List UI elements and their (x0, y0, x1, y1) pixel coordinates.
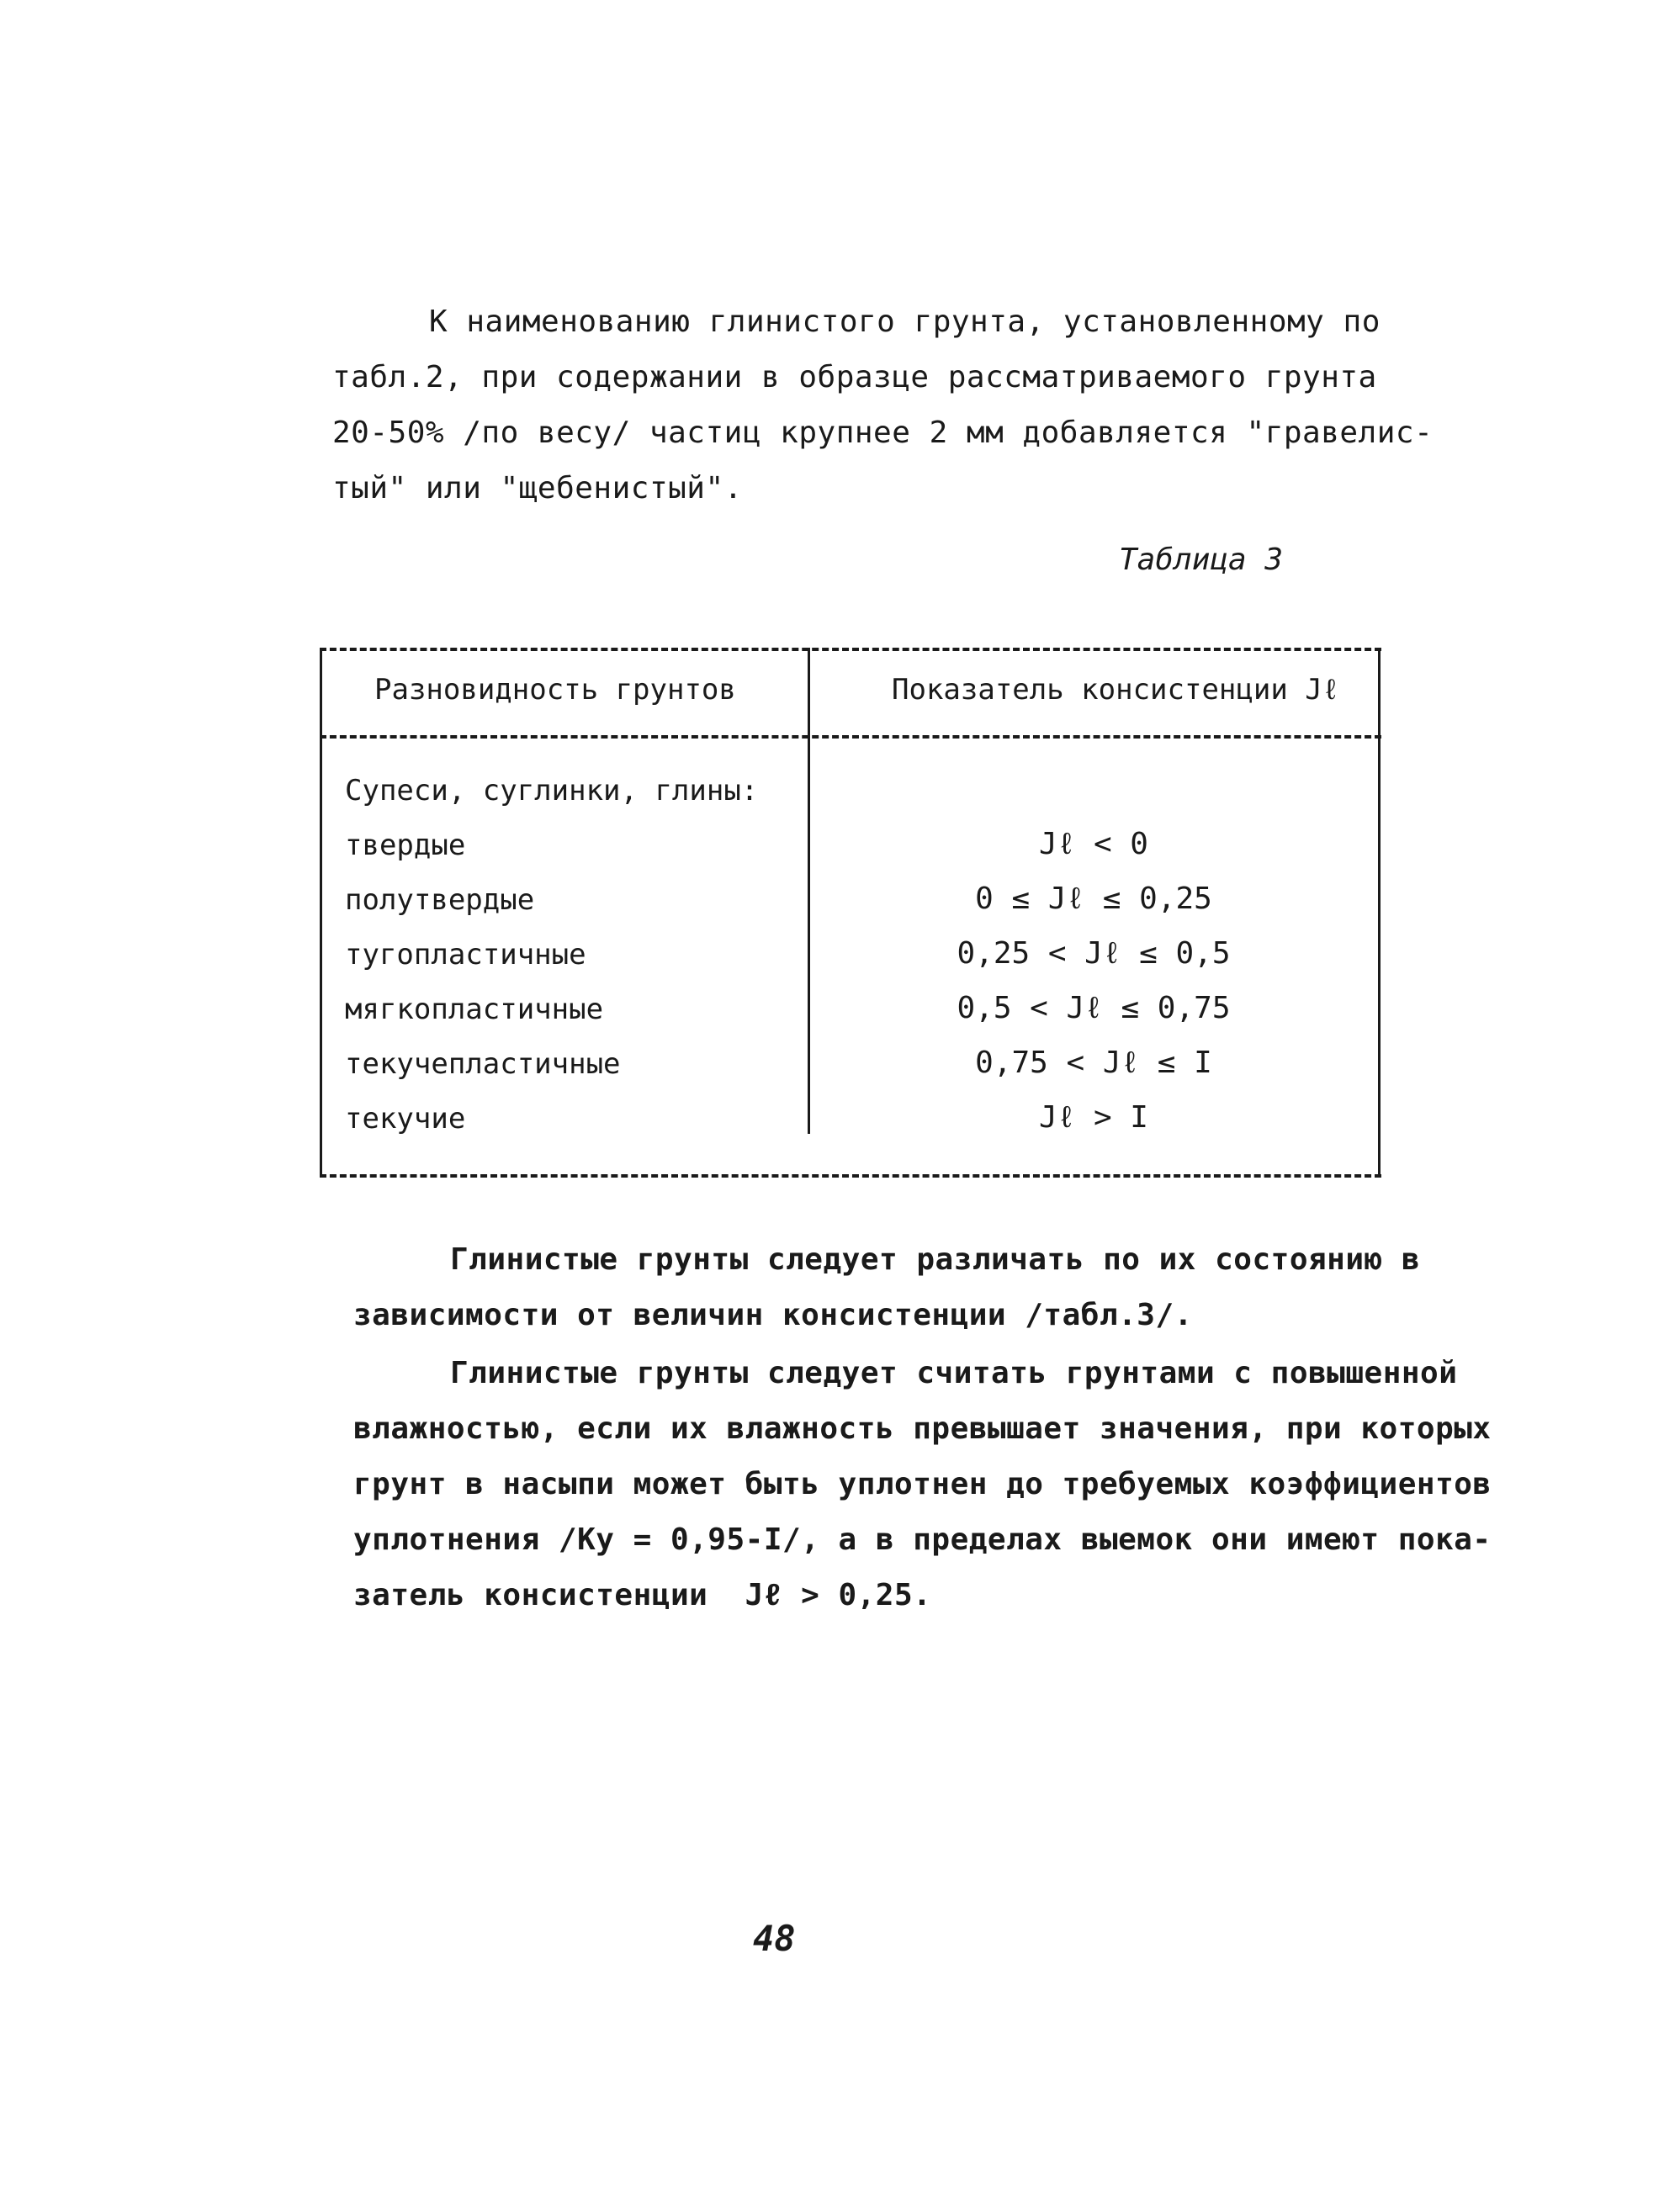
state-paragraph (353, 1232, 1447, 1343)
text-line: Глинистые грунты следует различать по их состоянию в (450, 1242, 1421, 1277)
table-header-consistency: Показатель консистенции Jℓ (892, 673, 1340, 707)
table-row-label: тугопластичные (345, 938, 586, 972)
page-number: 48 (753, 1918, 796, 1959)
moisture-paragraph (353, 1346, 1492, 1623)
text-line: зависимости от величин консистенции /табл.3/. (353, 1298, 1193, 1332)
text-line: затель консистенции Jℓ > 0,25. (353, 1578, 932, 1612)
table-left-border (320, 648, 322, 1178)
table-row-value: 0 ≤ Jℓ ≤ 0,25 (975, 882, 1212, 916)
table-row-label: полутвердые (345, 883, 535, 917)
table-top-border (320, 648, 1381, 651)
table-row-label: мягкопластичные (345, 993, 604, 1026)
text-line: табл.2, при содержании в образце рассматриваемого грунта (332, 360, 1377, 394)
consistency-table (320, 648, 1380, 1178)
table-row-value: 0,75 < Jℓ ≤ I (975, 1046, 1212, 1080)
text-line: 20-50% /по весу/ частиц крупнее 2 мм добавляется "гравелис- (332, 416, 1434, 450)
text-line: грунт в насыпи может быть уплотнен до требуемых коэффициентов (353, 1467, 1492, 1501)
table-header-soil-type: Разновидность грунтов (374, 673, 736, 707)
table-row-value: 0,5 < Jℓ ≤ 0,75 (957, 991, 1231, 1025)
table-row-label: текучепластичные (345, 1047, 621, 1081)
text-line: уплотнения /Ку = 0,95-I/, а в пределах выемок они имеют пока- (353, 1522, 1492, 1557)
table-row-value: 0,25 < Jℓ ≤ 0,5 (957, 936, 1231, 971)
text-line: тый" или "щебенистый". (332, 471, 743, 506)
intro-paragraph (332, 294, 1434, 516)
table-row-value: Jℓ > I (1039, 1100, 1148, 1135)
table-row-label: твердые (345, 829, 466, 862)
table-caption: Таблица 3 (1119, 543, 1284, 577)
table-row-label: текучие (345, 1102, 466, 1136)
text-line: К наименованию глинистого грунта, установленному по (429, 304, 1381, 339)
table-group-label: Супеси, суглинки, глины: (345, 774, 759, 807)
table-header-divider (320, 735, 1381, 739)
text-line: Глинистые грунты следует считать грунтами с повышенной (450, 1356, 1458, 1390)
table-bottom-border (320, 1174, 1381, 1178)
table-row-value: Jℓ < 0 (1039, 827, 1148, 861)
text-line: влажностью, если их влажность превышает значения, при которых (353, 1411, 1492, 1446)
